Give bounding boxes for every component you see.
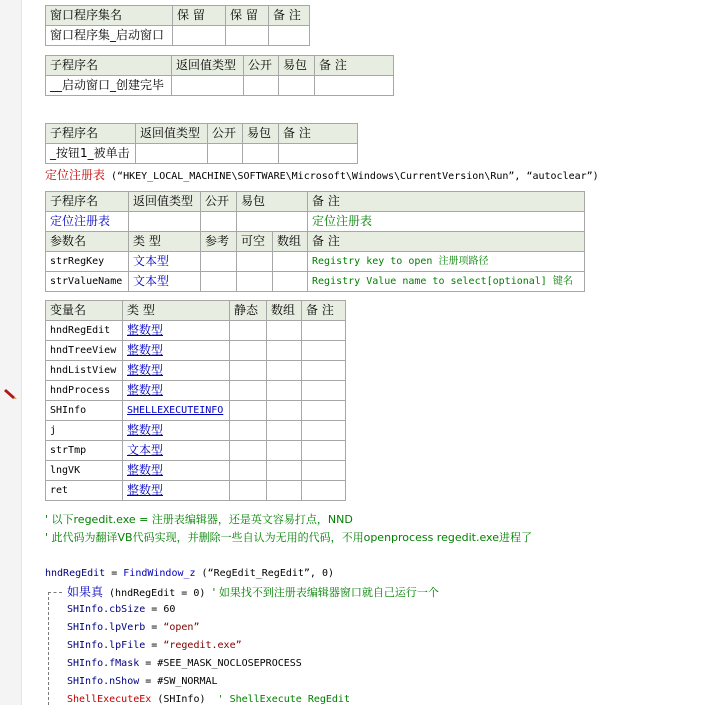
table-cell[interactable] — [136, 144, 208, 164]
header-cell: 子程序名 — [46, 192, 129, 212]
variable-name[interactable]: SHInfo — [46, 401, 123, 421]
table-cell[interactable] — [173, 26, 226, 46]
header-cell: 子程序名 — [46, 56, 172, 76]
header-cell: 返回值类型 — [129, 192, 201, 212]
string-literal: “regedit.exe” — [163, 640, 242, 651]
table-cell[interactable] — [129, 212, 201, 232]
variable-type[interactable]: 整数型 — [123, 321, 230, 341]
header-cell: 公开 — [208, 124, 243, 144]
code-line[interactable] — [67, 638, 242, 654]
table-row[interactable] — [46, 401, 346, 421]
table-cell[interactable] — [230, 461, 267, 481]
keyword-if-true[interactable]: 如果真 — [67, 585, 104, 599]
subroutine-name[interactable]: 定位注册表 — [46, 212, 129, 232]
table-row[interactable] — [46, 341, 346, 361]
comment-text: ' 此代码为翻译VB代码实现，并删除一些自认为无用的代码，不用openprocess regedit.exe进程了 — [45, 531, 532, 544]
variable-type[interactable]: 文本型 — [123, 441, 230, 461]
string-literal: “open” — [163, 622, 200, 633]
code-line[interactable] — [67, 656, 302, 672]
header-cell: 备 注 — [302, 301, 346, 321]
comment-text: ' 以下regedit.exe = 注册表编辑器，还是英文容易打点，NND — [45, 513, 353, 526]
header-cell: 变量名 — [46, 301, 123, 321]
table-cell[interactable] — [302, 381, 346, 401]
table-cell[interactable] — [279, 144, 358, 164]
assignment-value: = #SEE_MASK_NOCLOSEPROCESS — [139, 658, 302, 669]
subroutine-table-locate-registry — [45, 191, 585, 292]
header-cell: 返回值类型 — [136, 124, 208, 144]
table-cell[interactable] — [230, 381, 267, 401]
header-cell: 保 留 — [173, 6, 226, 26]
variable-name[interactable]: ret — [46, 481, 123, 501]
subroutine-table-button-click — [45, 123, 358, 164]
operator: = — [105, 568, 124, 579]
table-cell[interactable] — [172, 76, 244, 96]
subroutine-name[interactable]: __启动窗口_创建完毕 — [46, 76, 172, 96]
variable-name[interactable]: hndProcess — [46, 381, 123, 401]
header-cell: 备 注 — [279, 124, 358, 144]
code-line[interactable] — [67, 602, 175, 618]
table-row[interactable] — [46, 461, 346, 481]
block-guide-line — [48, 592, 49, 705]
variable-type[interactable]: 整数型 — [123, 341, 230, 361]
variable-name[interactable]: strTmp — [46, 441, 123, 461]
table-row[interactable] — [46, 481, 346, 501]
variable-ref: SHInfo.nShow — [67, 676, 140, 687]
function-name[interactable]: ShellExecuteEx — [67, 694, 152, 705]
table-cell[interactable] — [269, 26, 310, 46]
variable-ref: SHInfo.lpVerb — [67, 622, 146, 633]
variable-name[interactable]: hndTreeView — [46, 341, 123, 361]
header-cell: 备 注 — [315, 56, 394, 76]
table-cell[interactable] — [267, 421, 302, 441]
variable-ref: SHInfo.cbSize — [67, 604, 146, 615]
header-cell: 备 注 — [308, 192, 585, 212]
comment-text: ' ShellExecute RegEdit — [205, 694, 350, 705]
table-cell[interactable] — [279, 76, 315, 96]
table-cell[interactable] — [315, 76, 394, 96]
table-cell[interactable] — [267, 461, 302, 481]
header-cell: 类 型 — [123, 301, 230, 321]
table-cell[interactable] — [302, 321, 346, 341]
table-cell[interactable] — [243, 144, 279, 164]
table-cell[interactable] — [302, 421, 346, 441]
table-cell[interactable] — [302, 341, 346, 361]
operator: = — [145, 622, 164, 633]
table-cell[interactable] — [267, 441, 302, 461]
code-line[interactable] — [67, 692, 350, 708]
code-line[interactable] — [67, 620, 199, 636]
header-cell: 保 留 — [226, 6, 269, 26]
header-cell: 易包 — [237, 192, 308, 212]
header-cell: 静态 — [230, 301, 267, 321]
param-type[interactable]: 文本型 — [129, 272, 201, 292]
table-cell[interactable] — [230, 341, 267, 361]
table-cell[interactable] — [302, 361, 346, 381]
subroutine-note[interactable]: 定位注册表 — [308, 212, 585, 232]
header-cell: 易包 — [243, 124, 279, 144]
table-row[interactable] — [46, 361, 346, 381]
function-args: (“RegEdit_RegEdit”, 0) — [195, 568, 335, 579]
table-cell[interactable] — [237, 272, 273, 292]
header-cell: 类 型 — [129, 232, 201, 252]
local-variables-table — [45, 300, 346, 501]
variable-type[interactable]: 整数型 — [123, 421, 230, 441]
param-name[interactable]: strRegKey — [46, 252, 129, 272]
table-cell[interactable] — [230, 401, 267, 421]
assignment-value: = 60 — [145, 604, 176, 615]
header-cell: 备 注 — [269, 6, 310, 26]
comment-line[interactable] — [45, 512, 353, 528]
function-args: (SHInfo) — [151, 694, 206, 705]
table-cell[interactable] — [302, 461, 346, 481]
comment-line[interactable] — [45, 530, 532, 546]
table-cell[interactable] — [267, 401, 302, 421]
table-cell[interactable] — [267, 341, 302, 361]
table-cell[interactable] — [230, 321, 267, 341]
header-cell: 子程序名 — [46, 124, 136, 144]
window-set-table — [45, 5, 310, 46]
editor-gutter — [0, 0, 22, 705]
param-note[interactable]: Registry Value name to select[optional] 键名 — [308, 272, 585, 292]
variable-name[interactable]: hndListView — [46, 361, 123, 381]
code-line[interactable] — [67, 674, 218, 690]
table-row[interactable] — [46, 441, 346, 461]
variable-type[interactable]: 整数型 — [123, 361, 230, 381]
comment-text: ' 如果找不到注册表编辑器窗口就自己运行一个 — [205, 586, 439, 599]
table-cell[interactable] — [244, 76, 279, 96]
code-line-call[interactable] — [45, 167, 599, 183]
header-cell: 公开 — [201, 192, 237, 212]
header-cell: 备 注 — [308, 232, 585, 252]
function-name[interactable]: 定位注册表 — [45, 168, 106, 182]
table-cell[interactable] — [237, 212, 308, 232]
header-cell: 可空 — [237, 232, 273, 252]
variable-name[interactable]: hndRegEdit — [46, 321, 123, 341]
function-name[interactable]: FindWindow_z — [123, 568, 196, 579]
variable-type[interactable]: SHELLEXECUTEINFO — [123, 401, 230, 421]
table-cell[interactable] — [302, 481, 346, 501]
variable-type[interactable]: 整数型 — [123, 461, 230, 481]
variable-ref: SHInfo.fMask — [67, 658, 140, 669]
table-cell[interactable] — [267, 321, 302, 341]
subroutine-table-startup — [45, 55, 394, 96]
code-line-if[interactable] — [67, 584, 439, 600]
table-cell[interactable] — [201, 272, 237, 292]
table-cell[interactable] — [230, 441, 267, 461]
header-cell: 参数名 — [46, 232, 129, 252]
table-cell[interactable] — [273, 252, 308, 272]
table-cell[interactable] — [237, 252, 273, 272]
variable-name[interactable]: lngVK — [46, 461, 123, 481]
assignment-value: = #SW_NORMAL — [139, 676, 218, 687]
condition: (hndRegEdit = 0) — [103, 588, 206, 599]
param-name[interactable]: strValueName — [46, 272, 129, 292]
table-cell[interactable] — [201, 252, 237, 272]
table-cell[interactable] — [302, 441, 346, 461]
code-line[interactable] — [45, 566, 334, 582]
table-cell[interactable] — [230, 481, 267, 501]
variable-ref: SHInfo.lpFile — [67, 640, 146, 651]
variable-type[interactable]: 整数型 — [123, 381, 230, 401]
table-cell[interactable] — [201, 212, 237, 232]
table-cell[interactable] — [273, 272, 308, 292]
table-cell[interactable] — [267, 481, 302, 501]
block-guide-line — [48, 592, 62, 593]
table-cell[interactable] — [267, 381, 302, 401]
table-cell[interactable] — [208, 144, 243, 164]
table-row[interactable] — [46, 421, 346, 441]
table-cell[interactable] — [230, 421, 267, 441]
param-note[interactable]: Registry key to open 注册项路径 — [308, 252, 585, 272]
table-row[interactable] — [46, 381, 346, 401]
operator: = — [145, 640, 164, 651]
header-cell: 公开 — [244, 56, 279, 76]
variable-ref: hndRegEdit — [45, 568, 106, 579]
variable-name[interactable]: j — [46, 421, 123, 441]
window-set-name[interactable]: 窗口程序集_启动窗口 — [46, 26, 173, 46]
table-row[interactable] — [46, 321, 346, 341]
header-cell: 数组 — [267, 301, 302, 321]
header-cell: 数组 — [273, 232, 308, 252]
param-type[interactable]: 文本型 — [129, 252, 201, 272]
table-cell[interactable] — [302, 401, 346, 421]
header-cell: 窗口程序集名 — [46, 6, 173, 26]
header-cell: 返回值类型 — [172, 56, 244, 76]
table-cell[interactable] — [226, 26, 269, 46]
subroutine-name[interactable]: _按钮1_被单击 — [46, 144, 136, 164]
table-cell[interactable] — [267, 361, 302, 381]
header-cell: 易包 — [279, 56, 315, 76]
breakpoint-pencil-icon[interactable] — [4, 386, 18, 400]
table-cell[interactable] — [230, 361, 267, 381]
function-args: (“HKEY_LOCAL_MACHINE\SOFTWARE\Microsoft\Windows\CurrentVersion\Run”, “autoclear”) — [105, 171, 599, 182]
header-cell: 参考 — [201, 232, 237, 252]
variable-type[interactable]: 整数型 — [123, 481, 230, 501]
